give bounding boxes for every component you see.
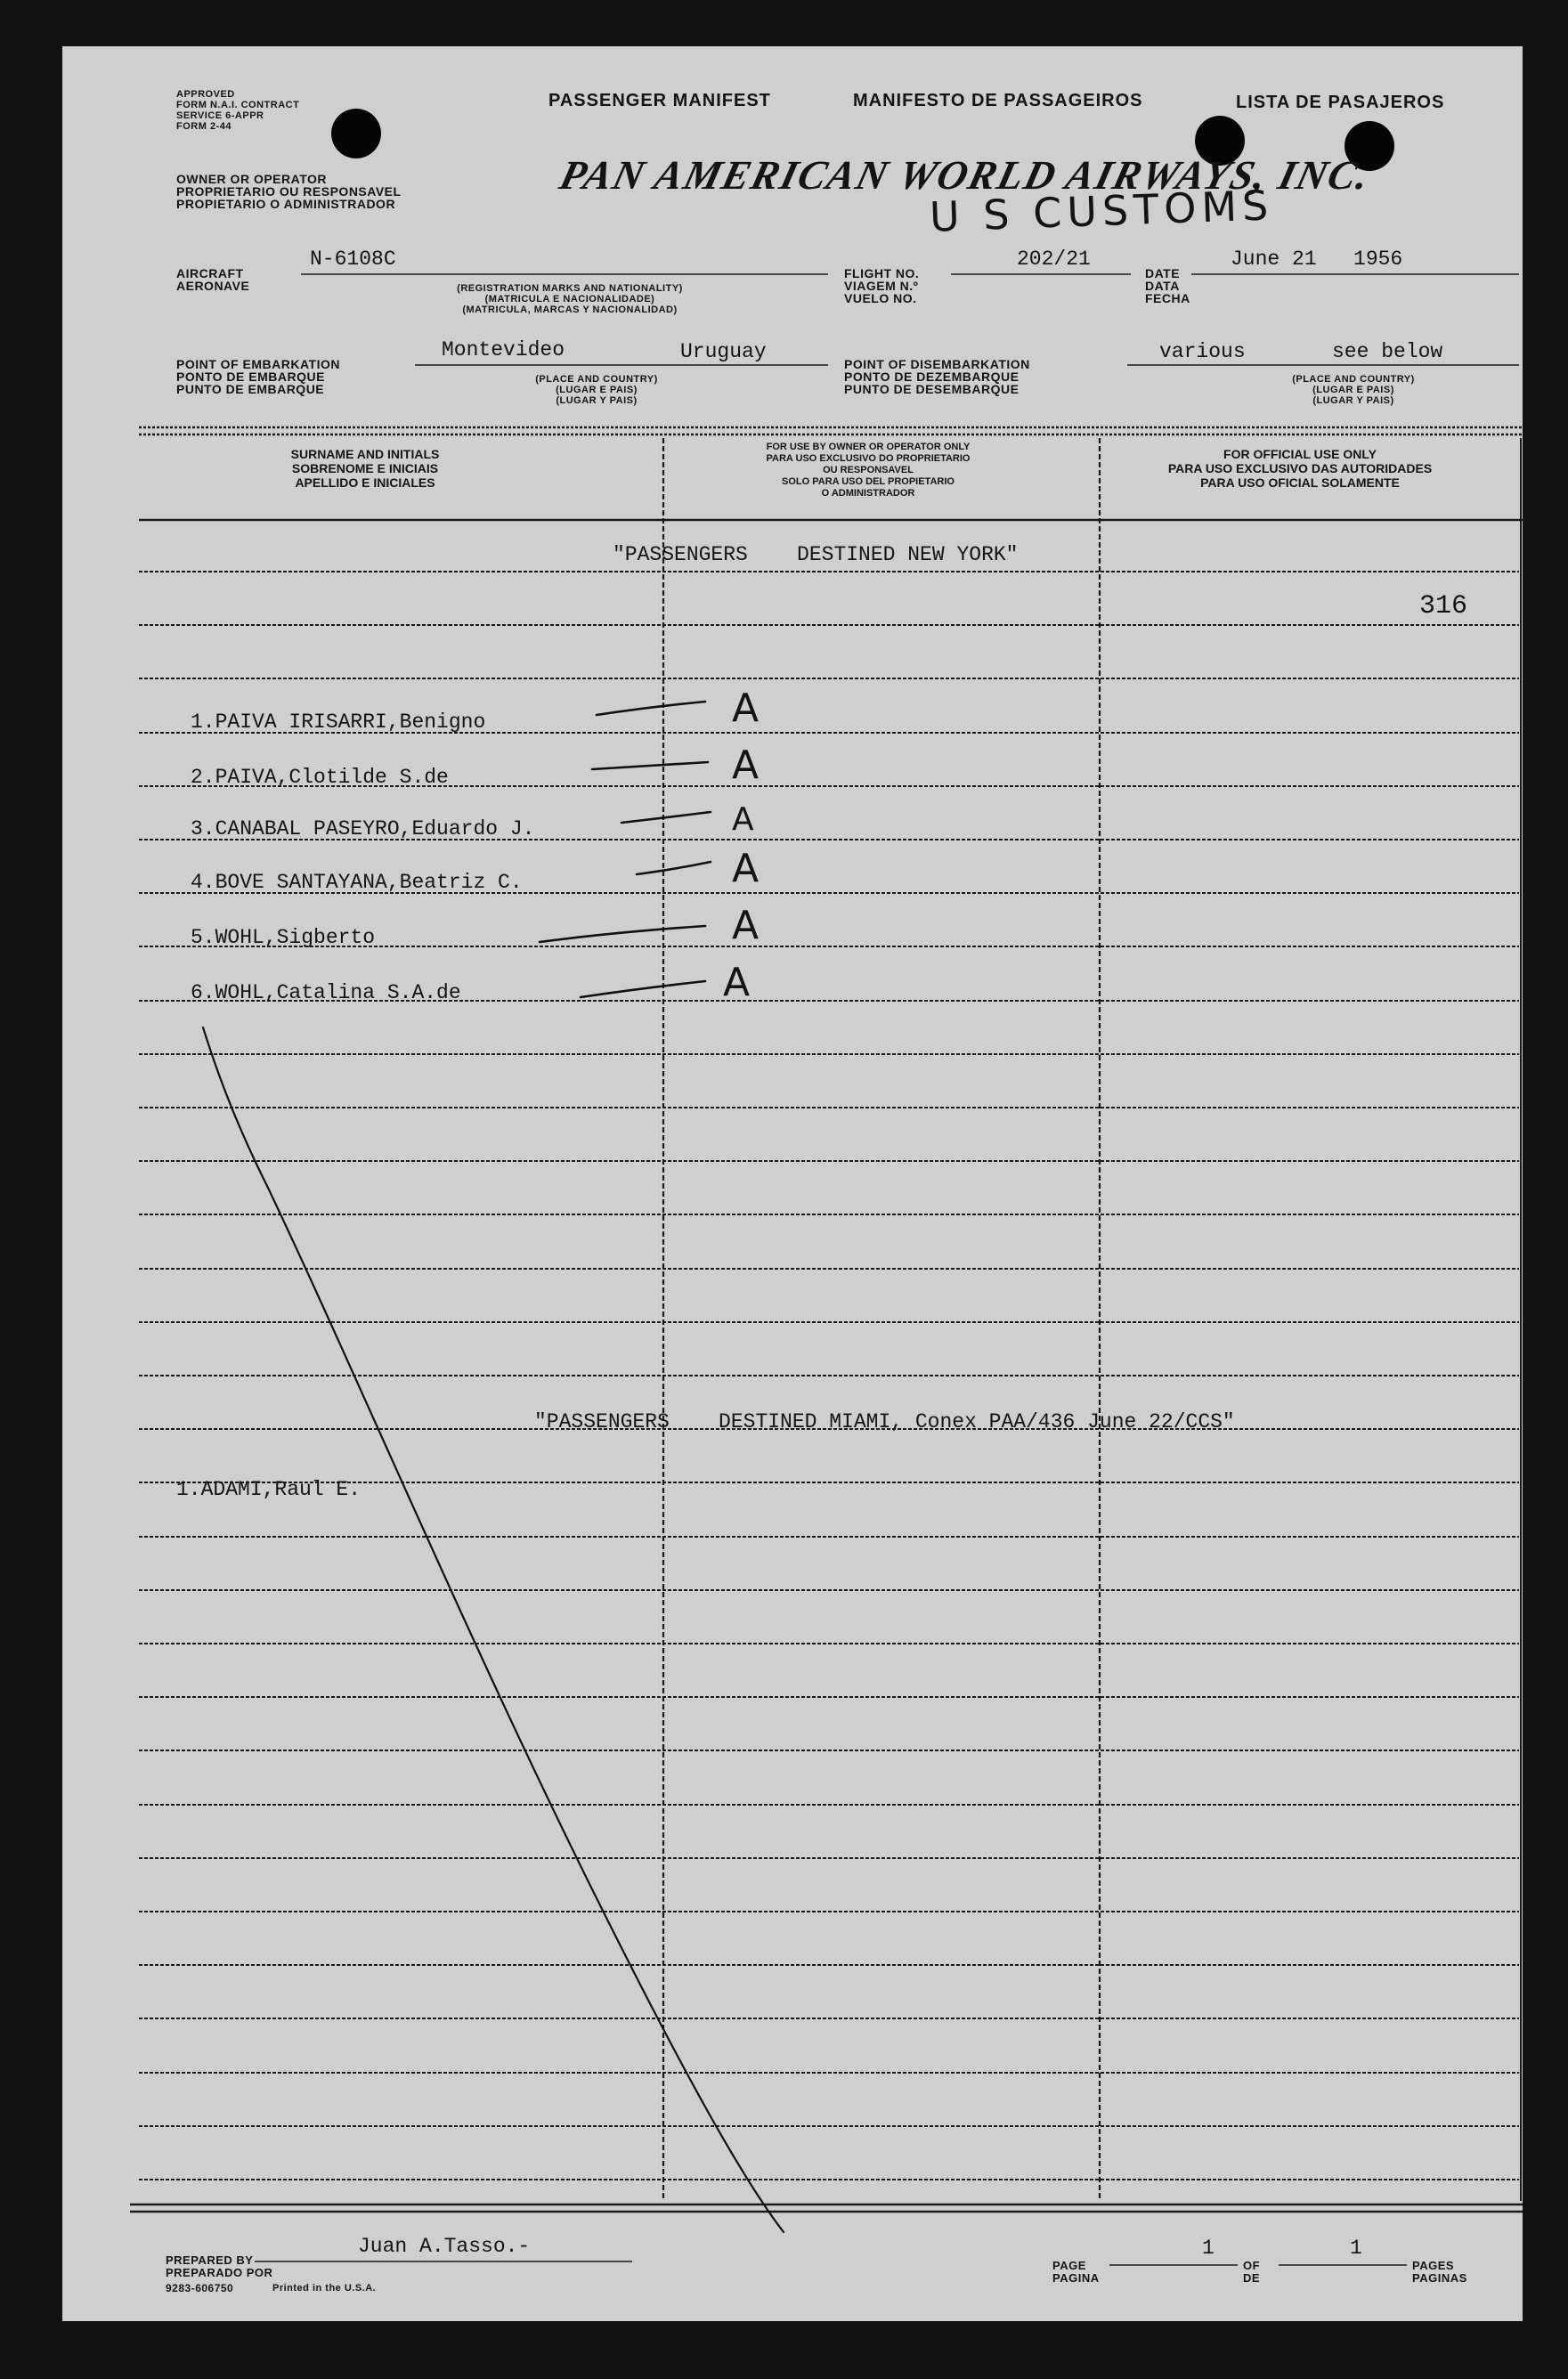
prepared-value: Juan A.Tasso.- — [358, 2235, 531, 2258]
dash-stroke-3 — [622, 812, 711, 823]
column-header-surname: SURNAME AND INITIALS SOBRENOME E INICIAIS APELLIDO E INICIALES — [290, 447, 440, 490]
passenger-row-6-mark: A — [723, 960, 751, 1005]
disembarkation-note: see below — [1332, 340, 1443, 363]
column-header-official-use: FOR OFFICIAL USE ONLY PARA USO EXCLUSIVO DAS AUTORIDADES PARA USO OFICIAL SOLAMENTE — [1167, 447, 1433, 490]
dash-stroke-6 — [581, 981, 705, 997]
flight-label: FLIGHT NO. VIAGEM N.º VUELO NO. — [844, 266, 920, 305]
of-label: OF DE — [1243, 2259, 1261, 2285]
embarkation-city: Montevideo — [442, 338, 565, 361]
passenger-row-2-mark: A — [732, 743, 760, 788]
title-es: LISTA DE PASAJEROS — [1236, 93, 1445, 112]
customs-note: U S CUSTOMS — [929, 181, 1275, 241]
passenger-row-3-name: 3.CANABAL PASEYRO,Eduardo J. — [191, 817, 535, 840]
pen-strokes — [62, 46, 1523, 2321]
embarkation-place-label: (PLACE AND COUNTRY) (LUGAR E PAIS) (LUGAR Y PAIS) — [535, 374, 658, 406]
passenger-miami-row-1-name: 1.ADAMI,Raul E. — [176, 1478, 362, 1501]
embarkation-country: Uruguay — [680, 340, 767, 363]
passenger-row-4-name: 4.BOVE SANTAYANA,Beatriz C. — [191, 871, 523, 894]
approval-note: APPROVED FORM N.A.I. CONTRACT SERVICE 6-APPR FORM 2-44 — [176, 89, 300, 132]
aircraft-label: AIRCRAFT AERONAVE — [176, 266, 250, 293]
passenger-row-5-name: 5.WOHL,Sigberto — [191, 926, 376, 949]
printed-note: Printed in the U.S.A. — [272, 2283, 377, 2294]
page-label: PAGE PAGINA — [1052, 2259, 1100, 2285]
registration-label: (REGISTRATION MARKS AND NATIONALITY) (MATRICULA E NACIONALIDADE) (MATRICULA, MARCAS Y NACIONALIDAD) — [457, 283, 683, 315]
manifest-sheet — [62, 46, 1523, 2321]
prepared-label: PREPARED BY PREPARADO POR — [166, 2253, 273, 2279]
date-label: DATE DATA FECHA — [1145, 266, 1190, 305]
disembarkation-value: various — [1159, 340, 1246, 363]
dash-stroke-5 — [540, 926, 705, 942]
title-en: PASSENGER MANIFEST — [548, 91, 771, 110]
embarkation-label: POINT OF EMBARKATION PONTO DE EMBARQUE PUNTO DE EMBARQUE — [176, 357, 340, 396]
cancel-stroke — [203, 1027, 784, 2232]
pages-value: 1 — [1350, 2237, 1362, 2260]
section-title-miami: "PASSENGERS DESTINED MIAMI, Conex PAA/436 June 22/CCS" — [534, 1410, 1235, 1433]
form-number: 9283-606750 — [166, 2282, 234, 2294]
dash-stroke-2 — [592, 762, 708, 769]
passenger-row-1-mark: A — [732, 686, 760, 731]
date-value: June 21 1956 — [1231, 248, 1403, 271]
disembarkation-place-label: (PLACE AND COUNTRY) (LUGAR E PAIS) (LUGAR Y PAIS) — [1292, 374, 1415, 406]
passenger-row-5-mark: A — [732, 903, 760, 948]
page-value: 1 — [1202, 2237, 1215, 2260]
flight-value: 202/21 — [1017, 248, 1091, 271]
official-count: 316 — [1419, 591, 1468, 621]
owner-label: OWNER OR OPERATOR PROPRIETARIO OU RESPONSAVEL PROPIETARIO O ADMINISTRADOR — [176, 172, 402, 211]
title-pt: MANIFESTO DE PASSAGEIROS — [853, 91, 1143, 110]
airline-name: PAN AMERICAN WORLD AIRWAYS, INC. — [555, 152, 1376, 198]
section-title-new-york: "PASSENGERS DESTINED NEW YORK" — [613, 543, 1019, 566]
dash-stroke-4 — [637, 862, 711, 874]
passenger-row-6-name: 6.WOHL,Catalina S.A.de — [191, 981, 461, 1004]
disembarkation-label: POINT OF DISEMBARKATION PONTO DE DEZEMBARQUE PUNTO DE DESEMBARQUE — [844, 357, 1030, 396]
pages-label: PAGES PAGINAS — [1412, 2259, 1467, 2285]
passenger-row-2-name: 2.PAIVA,Clotilde S.de — [191, 766, 449, 789]
passenger-row-3-mark: A — [732, 801, 754, 838]
dash-stroke-1 — [597, 702, 705, 715]
column-header-owner-use: FOR USE BY OWNER OR OPERATOR ONLY PARA USO EXCLUSIVO DO PROPRIETARIO OU RESPONSAVEL SOLO PARA USO DEL PROPIETARIO O ADMINISTRADOR — [766, 442, 971, 499]
aircraft-value: N-6108C — [310, 248, 396, 271]
passenger-row-1-name: 1.PAIVA IRISARRI,Benigno — [191, 710, 486, 734]
passenger-row-4-mark: A — [732, 846, 760, 891]
